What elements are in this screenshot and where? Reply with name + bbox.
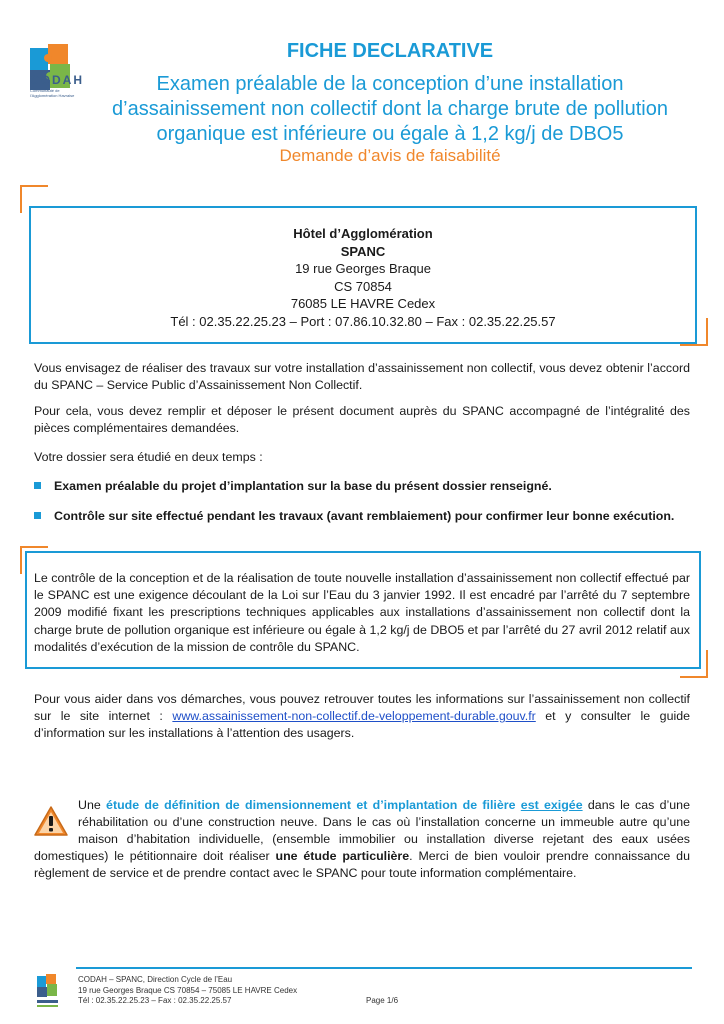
subtitle-line: Examen préalable de la conception d’une installation [156,73,624,95]
bullet-square-icon [34,482,41,489]
logo-wordmark: CODAH [30,73,84,87]
warning-emphasis: étude de définition de dimensionnement et d’implantation de filière [106,798,516,812]
address-service: SPANC [340,243,386,259]
address-city: 76085 LE HAVRE Cedex [290,296,436,311]
help-paragraph [34,691,690,742]
regulation-text: Le contrôle de la conception et de la réalisation de toute nouvelle installation d’assainissement non collectif effectué par le SPANC est une exigence découlant de la Loi sur l’Eau du 3 janvier 1992. Il est encadré par l’arrêté du 7 septembre 2009 modifié fixant les prescriptions techniques applicables aux installations d’assainissement non collectif dont la charge brute de pollution organique est inférieure ou égale à 1,2 kg/j de DBO5 et par l’arrêté du 27 avril 2012 relatif aux modalités d’exécution de la mission de contrôle du SPANC. [34,571,690,654]
address-cs: CS 70854 [334,278,392,294]
intro-paragraph: Vous envisagez de réaliser des travaux sur votre installation d’assainissement non collectif, vous devez obtenir l’accord du SPANC – Service Public d’Assainissement Non Collectif. [34,361,690,392]
warning-segment: dans le cas d’une réhabilitation ou d’une construction neuve. Dans le cas où l’installation concerne un immeuble autre qu’une maison d’habitation individuelle, (ensemble immobilier ou installation diverse rejetant des eaux usées domestiques) le pétitionnaire doit réaliser [34,798,690,863]
address-block [29,225,697,330]
address-phones: Tél : 02.35.22.25.23 – Port : 07.86.10.32.80 – Fax : 02.35.22.25.57 [170,313,556,329]
help-text: Pour vous aider dans vos démarches, vous pouvez retrouver toutes les informations sur l’assainissement non collectif sur le site internet : [34,692,690,723]
address-name: Hôtel d’Agglomération [293,226,433,241]
subtitle-line: d’assainissement non collectif dont la charge brute de pollution [112,98,668,120]
warning-emphasis: une étude particulière [275,849,410,863]
footer-line: Tél : 02.35.22.25.23 – Fax : 02.35.22.25.57 [78,996,232,1005]
page-title: FICHE DECLARATIVE [286,40,494,62]
website-link[interactable]: www.assainissement-non-collectif.de-veloppement-durable.gouv.fr [172,709,536,723]
footer [78,975,297,1007]
list-item [34,509,694,523]
subtitle-line: organique est inférieure ou égale à 1,2 kg/j de DBO5 [156,123,624,145]
codah-logo [28,24,74,112]
address-street: 19 rue Georges Braque [295,261,431,276]
warning-segment: . Merci de bien vouloir prendre connaissance du règlement de service et de prendre contact avec le SPANC pour toute information complémentaire. [34,849,690,880]
intro-paragraph: Votre dossier sera étudié en deux temps : [34,450,263,464]
intro-paragraph: Pour cela, vous devez remplir et déposer le présent document auprès du SPANC accompagné de l’intégralité des pièces complémentaires demandées. [34,404,690,435]
page-subtitle [80,72,700,147]
page-number: Page 1/6 [366,996,399,1005]
list-item [34,479,694,493]
help-text: et y consulter le guide d’information sur les installations à l’attention des usagers. [34,709,691,740]
warning-segment: Une [78,798,107,812]
warning-text [34,797,690,882]
list-item-text: Contrôle sur site effectué pendant les travaux (avant remblaiement) pour confirmer leur bonne exécution. [54,509,675,523]
logo-subtitle: Communauté de l'Agglomération Havraise [30,88,75,98]
footer-divider [76,967,692,969]
list-item-text: Examen préalable du projet d’implantation sur la base du présent dossier renseigné. [54,479,552,493]
footer-line: CODAH – SPANC, Direction Cycle de l’Eau [78,975,233,984]
warning-emphasis: est exigée [520,798,583,812]
request-type: Demande d’avis de faisabilité [279,146,501,165]
bullet-square-icon [34,512,41,519]
footer-line: 19 rue Georges Braque CS 70854 – 75085 LE HAVRE Cedex [78,985,298,995]
codah-logo-small [36,974,60,1012]
